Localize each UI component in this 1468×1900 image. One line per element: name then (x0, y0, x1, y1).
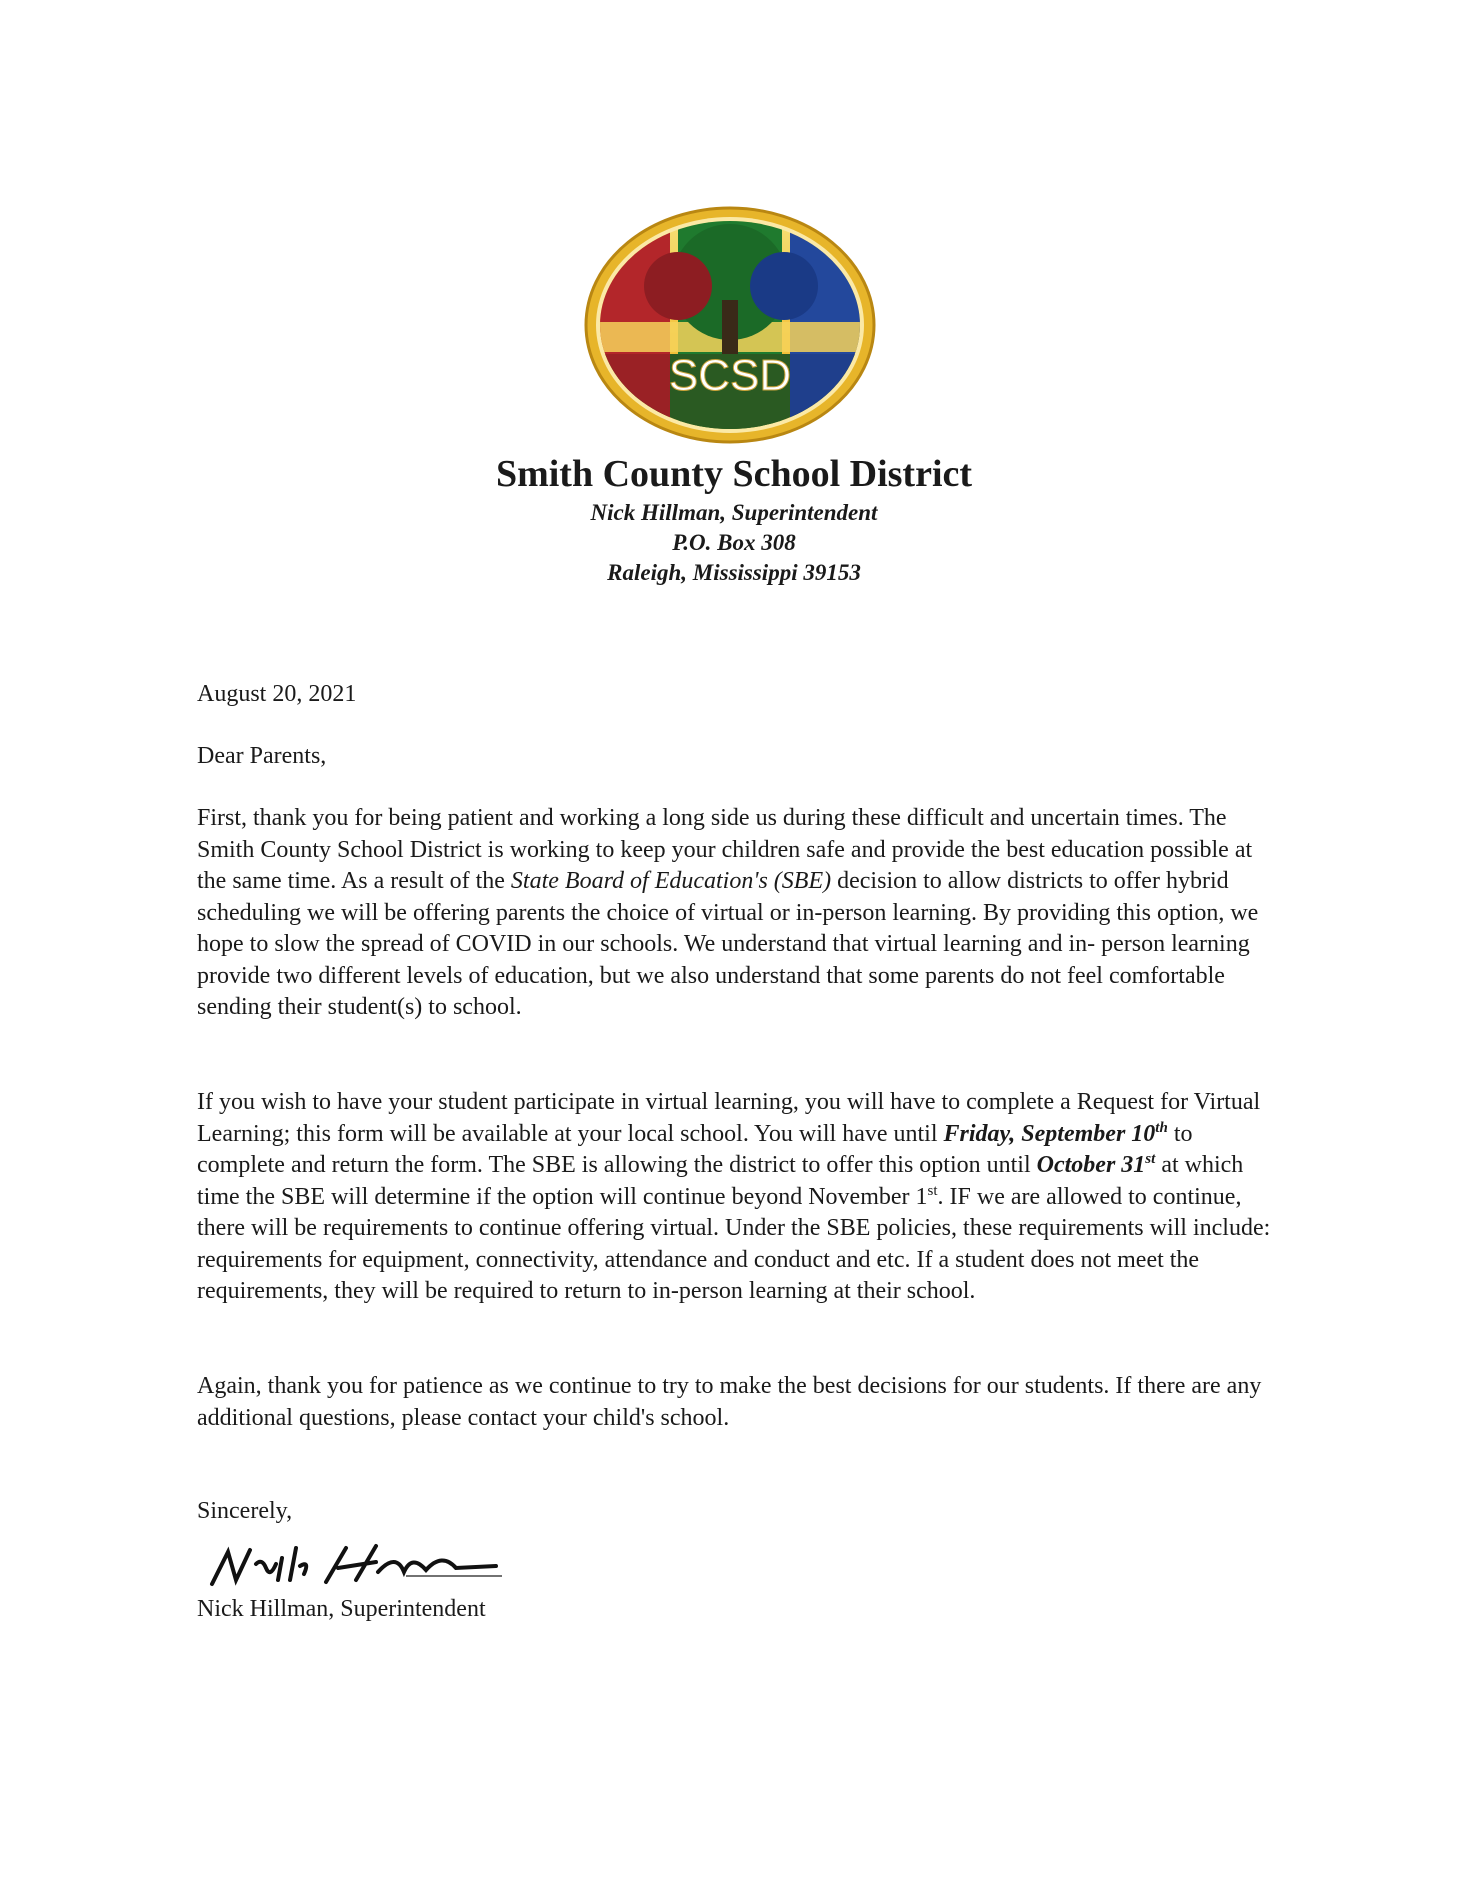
end-date: October 31st (1036, 1151, 1156, 1178)
salutation: Dear Parents, (197, 743, 327, 769)
letterhead (0, 450, 1468, 588)
district-logo (582, 204, 878, 446)
sbe-reference: State Board of Education's (SBE) (510, 868, 832, 894)
letter-date: August 20, 2021 (197, 681, 357, 707)
paragraph-3: Again, thank you for patience as we continue to try to make the best decisions for our students. If there are any additional questions, please contact your child's school. (197, 1373, 1262, 1431)
closing: Sincerely, (197, 1498, 293, 1524)
deadline-date: Friday, September 10th (943, 1119, 1168, 1147)
district-name: Smith County School District (495, 453, 973, 495)
paragraph-2: If you wish to have your student participate in virtual learning, you will have to complete a Request for Virtual Learning; this form will be available at your local school. You will have until Friday, September 10th to complete and return the form. The SBE is allowing the district to offer this option until October 31st at which time the SBE will determine if the option will continue beyond November 1st. IF we are allowed to continue, there will be requirements to continue offering virtual. Under the SBE policies, these requirements will include: requirements for equipment, connectivity, attendance and conduct and etc. If a student does not meet the requirements, they will be required to return to in-person learning at their school. (197, 1089, 1271, 1304)
signature-icon (206, 1538, 502, 1594)
paragraph-1: First, thank you for being patient and working a long side us during these difficult and uncertain times. The Smith County School District is working to keep your children safe and provide the best education possible at the same time. As a result of the State Board of Education's (SBE) decision to allow districts to offer hybrid scheduling we will be offering parents the choice of virtual or in-person learning. By providing this option, we hope to slow the spread of COVID in our schools. We understand that virtual learning and in- person learning provide two different levels of education, but we also understand that some parents do not feel comfortable sending their student(s) to school. (197, 805, 1259, 1020)
handwritten-signature (206, 1538, 502, 1594)
signer-name: Nick Hillman, Superintendent (197, 1596, 486, 1622)
po-box-line: P.O. Box 308 (672, 530, 796, 555)
city-line: Raleigh, Mississippi 39153 (607, 560, 861, 585)
superintendent-line: Nick Hillman, Superintendent (590, 500, 878, 525)
tree-logo-icon (582, 204, 878, 446)
svg-text:SCSD: SCSD (668, 351, 792, 400)
